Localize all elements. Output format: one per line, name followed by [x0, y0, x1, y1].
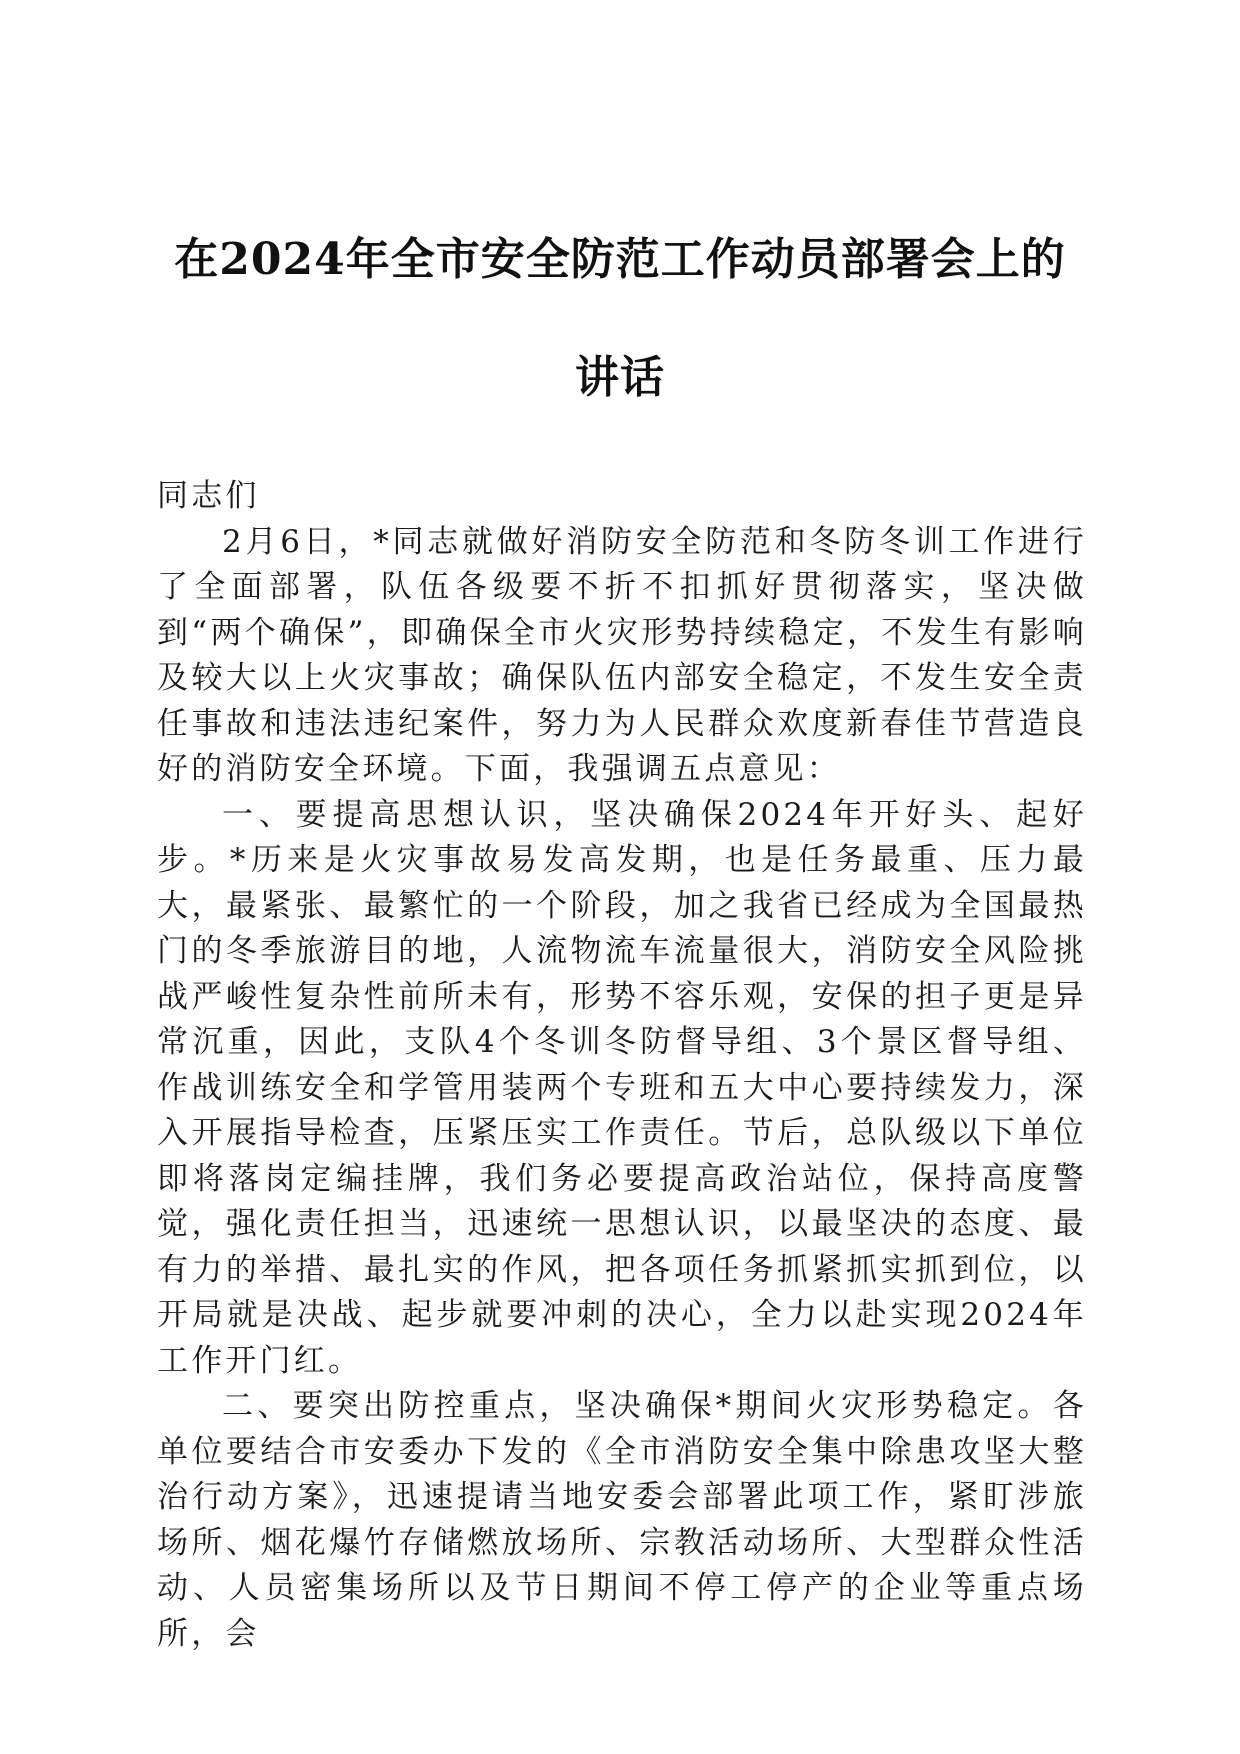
paragraph-3: 二、要突出防控重点，坚决确保*期间火灾形势稳定。各单位要结合市安委办下发的《全市消防安全集中除患攻坚大整治行动方案》，迅速提请当地安委会部署此项工作，紧盯涉旅场所、烟花爆竹存储燃放场所、宗教活动场所、大型群众性活动、人员密集场所以及节日期间不停工停产的企业等重点场所，会 [157, 1388, 1087, 1652]
document-title-line-2: 讲话 [575, 352, 665, 403]
document-title-line-1: 在2024年全市安全防范工作动员部署会上的 [174, 234, 1066, 285]
salutation: 同志们 [157, 478, 260, 514]
paragraph-2: 一、要提高思想认识，坚决确保2024年开好头、起好步。*历来是火灾事故易发高发期，也是任务最重、压力最大，最紧张、最繁忙的一个阶段，加之我省已经成为全国最热门的冬季旅游目的地，人流物流车流量很大，消防安全风险挑战严峻性复杂性前所未有，形势不容乐观，安保的担子更是异常沉重，因此，支队4个冬训冬防督导组、3个景区督导组、作战训练安全和学管用装两个专班和五大中心要持续发力，深入开展指导检查，压紧压实工作责任。节后，总队级以下单位即将落岗定编挂牌，我们务必要提高政治站位，保持高度警觉，强化责任担当，迅速统一思想认识，以最坚决的态度、最有力的举措、最扎实的作风，把各项任务抓紧抓实抓到位，以开局就是决战、起步就要冲刺的决心，全力以赴实现2024年工作开门红。 [157, 796, 1087, 1379]
paragraph-1: 2月6日，*同志就做好消防安全防范和冬防冬训工作进行了全面部署，队伍各级要不折不扣抓好贯彻落实，坚决做到“两个确保”，即确保全市火灾形势持续稳定，不发生有影响及较大以上火灾事故；确保队伍内部安全稳定，不发生安全责任事故和违法违纪案件，努力为人民群众欢度新春佳节营造良好的消防安全环境。下面，我强调五点意见： [157, 523, 1087, 787]
document-body [157, 474, 1087, 1657]
